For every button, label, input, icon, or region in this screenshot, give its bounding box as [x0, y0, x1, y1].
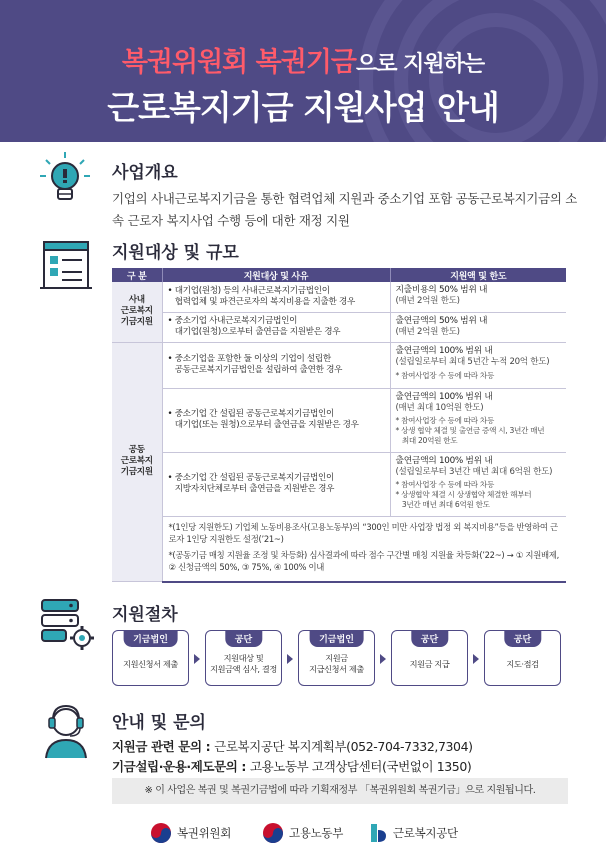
footnote-spacer — [162, 516, 566, 582]
procedure-step — [205, 630, 282, 686]
footnote-item: *(공동기금 매칭 지원율 조정 및 차등화) 심사결과에 따라 점수 구간별 매칭 지원율 차등화(’22~) → ① 지원배제, ② 신청금액의 50%, ③ 75%, ④ 100% 이내 — [168, 549, 559, 572]
table-row — [112, 342, 566, 388]
amount-cell — [390, 452, 566, 516]
table-row — [112, 452, 566, 516]
step-label: 공단 — [225, 630, 262, 647]
table-header-amount: 지원액 및 한도 — [390, 268, 566, 282]
header-title-rest: 으로 지원하는 — [355, 52, 485, 77]
contact-line-2 — [112, 757, 471, 775]
amount-note: * 참여사업장 수 등에 따라 차등 — [395, 479, 494, 489]
chevron-right-icon — [287, 654, 293, 664]
logo-lottery-commission — [150, 822, 231, 844]
contact-label: 기금설립·운용·제도문의 : — [112, 759, 250, 774]
category-cell: 공동 근로복지 기금지원 — [112, 342, 162, 582]
chevron-right-icon — [380, 654, 386, 664]
contact-line-1 — [112, 737, 473, 755]
step-label: 공단 — [411, 630, 448, 647]
logo-text: 복권위원회 — [177, 826, 232, 840]
procedure-step — [484, 630, 561, 686]
amount-cell — [390, 282, 566, 312]
step-desc: 지도·점검 — [506, 659, 539, 669]
step-desc: 지원금 지급 — [409, 659, 450, 669]
procedure-steps — [112, 630, 572, 688]
table-footnotes — [169, 521, 561, 573]
amount-cell — [390, 388, 566, 452]
funding-footnote: ※ 이 사업은 복권 및 복권기금법에 따라 기획재정부 「복권위원회 복권기금」으로 지원됩니다. — [112, 778, 568, 804]
reason-cell: • 중소기업 사내근로복지기금법인이 대기업(원청)으로부터 출연금을 지원받은 경우 — [162, 312, 390, 342]
amount-note: * 상생 협약 체결 및 출연금 증액 시, 3년간 매년 최대 20억원 한도 — [395, 425, 545, 445]
step-label: 공단 — [504, 630, 541, 647]
header-title-highlight: 복권위원회 복권기금 — [121, 47, 356, 78]
contact-value: 근로복지공단 복지계획부(052-704-7332,7304) — [214, 739, 473, 754]
taegeuk-icon — [262, 822, 284, 844]
step-desc: 지원대상 및 지원금액 심사, 결정 — [210, 653, 277, 674]
category-cell: 사내 근로복지 기금지원 — [112, 282, 162, 342]
contact-label: 지원금 관련 문의 : — [112, 739, 215, 754]
reason-cell: • 중소기업을 포함한 둘 이상의 기업이 설립한 공동근로복지기금법인을 설립하여 출연한 경우 — [162, 342, 390, 388]
amount-main: 출연금액의 100% 범위 내 — [395, 345, 493, 356]
support-table — [112, 268, 566, 583]
logo-ministry-labor — [262, 822, 343, 844]
footnote-item: *(1인당 지원한도) 기업체 노동비용조사(고용노동부)의 “300인 미만 사업장 법정 외 복지비용”등을 반영하여 근로자 1인당 지원한도 설정(’21~) — [168, 521, 558, 544]
reason-cell: • 중소기업 간 설립된 공동근로복지기금법인이 지방자치단체로부터 출연금을 지원받은 경우 — [162, 452, 390, 516]
amount-sub: (설립일로부터 최대 5년간 누적 20억 한도) — [395, 356, 550, 367]
amount-sub: (매년 최대 10억원 한도) — [395, 402, 484, 413]
step-label: 기금법인 — [309, 630, 364, 647]
amount-cell — [390, 342, 566, 388]
step-desc: 지원금 지급신청서 제출 — [309, 653, 364, 674]
contact-value: 고용노동부 고객상담센터(국번없이 1350) — [249, 759, 472, 774]
procedure-step — [391, 630, 468, 686]
logo-text: 근로복지공단 — [393, 826, 458, 840]
amount-sub: (매년 2억원 한도) — [395, 326, 460, 337]
taegeuk-icon — [150, 822, 172, 844]
chevron-right-icon — [194, 654, 200, 664]
reason-cell: • 중소기업 간 설립된 공동근로복지기금법인이 대기업(또는 원청)으로부터 출연금을 지원받은 경우 — [162, 388, 390, 452]
table-row-footnotes — [112, 516, 566, 582]
reason-cell: • 대기업(원청) 등의 사내근로복지기금법인이 협력업체 및 파견근로자의 복지비용을 지출한 경우 — [162, 282, 390, 312]
header-subtitle — [0, 40, 606, 79]
overview-text: 기업의 사내근로복지기금을 통한 협력업체 지원과 중소기업 포함 공동근로복지기금의 소속 근로자 복지사업 수행 등에 대한 재정 지원 — [112, 191, 578, 228]
lightbulb-icon — [40, 150, 90, 204]
comwel-logo-icon — [368, 822, 388, 844]
amount-note: * 상생협약 체결 시 상생협약 체결한 해부터 3년간 매년 최대 6억원 한도 — [395, 489, 532, 509]
table-row — [112, 282, 566, 312]
procedure-step — [112, 630, 189, 686]
amount-main: 출연금액의 100% 범위 내 — [395, 455, 493, 466]
logo-comwel — [368, 822, 458, 844]
amount-sub: (설립일로부터 3년간 매년 최대 6억원 한도) — [395, 466, 553, 477]
server-gear-icon — [38, 598, 94, 650]
amount-main: 출연금액의 100% 범위 내 — [395, 391, 493, 402]
document-list-icon — [40, 236, 92, 292]
page-title: 근로복지기금 지원사업 안내 — [107, 88, 499, 127]
section-title-contact: 안내 및 문의 — [112, 708, 206, 733]
headset-operator-icon — [40, 700, 92, 760]
amount-cell — [390, 312, 566, 342]
amount-main: 출연금액의 50% 범위 내 — [395, 315, 488, 326]
procedure-step — [298, 630, 375, 686]
table-header-category: 구 분 — [112, 268, 162, 282]
step-desc: 지원신청서 제출 — [123, 659, 178, 669]
section-title-overview: 사업개요 — [112, 158, 178, 183]
chevron-right-icon — [473, 654, 479, 664]
amount-note: * 참여사업장 수 등에 따라 차등 — [395, 370, 494, 380]
header-banner — [0, 0, 606, 142]
amount-sub: (매년 2억원 한도) — [395, 296, 460, 306]
section-title-target: 지원대상 및 규모 — [112, 238, 239, 263]
table-header-reason: 지원대상 및 사유 — [162, 268, 390, 282]
table-row — [112, 312, 566, 342]
amount-note: * 참여사업장 수 등에 따라 차등 — [395, 415, 494, 425]
logo-text: 고용노동부 — [289, 826, 344, 840]
amount-main: 지출비용의 50% 범위 내 — [395, 285, 488, 295]
table-row — [112, 388, 566, 452]
section-title-procedure: 지원절차 — [112, 600, 178, 625]
step-label: 기금법인 — [123, 630, 178, 647]
